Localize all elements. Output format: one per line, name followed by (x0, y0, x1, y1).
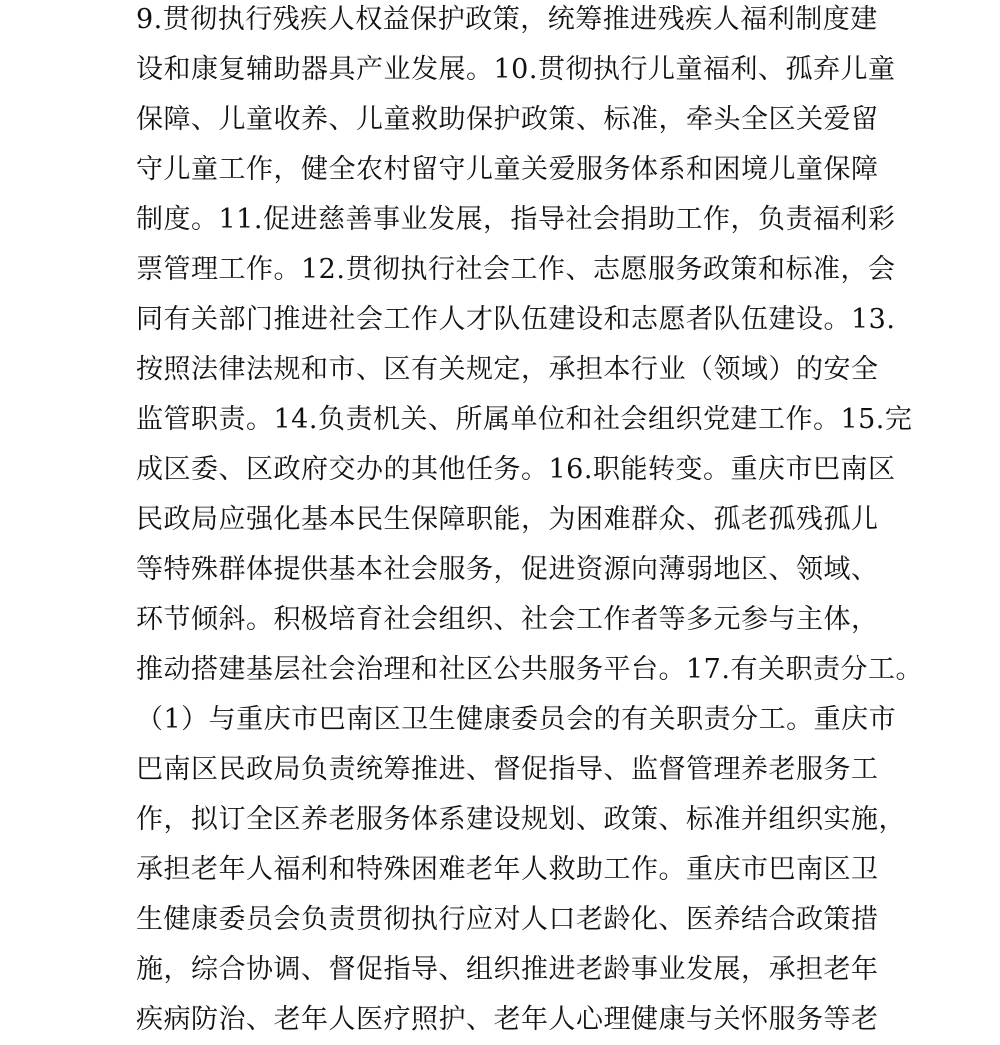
text-line: 作，拟订全区养老服务体系建设规划、政策、标准并组织实施， (136, 804, 906, 835)
text-line: 守儿童工作，健全农村留守儿童关爱服务体系和困境儿童保障 (136, 154, 879, 185)
text-line: 票管理工作。12.贯彻执行社会工作、志愿服务政策和标准，会 (136, 254, 896, 285)
text-line: 环节倾斜。积极培育社会组织、社会工作者等多元参与主体， (136, 604, 879, 635)
text-line: 按照法律法规和市、区有关规定，承担本行业（领域）的安全 (136, 354, 879, 385)
text-line: 民政局应强化基本民生保障职能，为困难群众、孤老孤残孤儿 (136, 504, 879, 535)
text-line: 设和康复辅助器具产业发展。10.贯彻执行儿童福利、孤弃儿童 (136, 54, 896, 85)
text-line: 保障、儿童收养、儿童救助保护政策、标准，牵头全区关爱留 (136, 104, 879, 135)
text-line: 监管职责。14.负责机关、所属单位和社会组织党建工作。15.完 (136, 404, 913, 435)
text-line: 推动搭建基层社会治理和社区公共服务平台。17.有关职责分工。 (136, 654, 923, 685)
text-line: 疾病防治、老年人医疗照护、老年人心理健康与关怀服务等老 (136, 1004, 879, 1035)
text-line: 施，综合协调、督促指导、组织推进老龄事业发展，承担老年 (136, 954, 879, 985)
text-line: （1）与重庆市巴南区卫生健康委员会的有关职责分工。重庆市 (136, 704, 897, 735)
text-line: 巴南区民政局负责统筹推进、督促指导、监督管理养老服务工 (136, 754, 879, 785)
text-line: 生健康委员会负责贯彻执行应对人口老龄化、医养结合政策措 (136, 904, 879, 935)
text-line: 制度。11.促进慈善事业发展，指导社会捐助工作，负责福利彩 (136, 204, 896, 235)
text-line: 承担老年人福利和特殊困难老年人救助工作。重庆市巴南区卫 (136, 854, 879, 885)
text-line: 同有关部门推进社会工作人才队伍建设和志愿者队伍建设。13. (136, 304, 896, 335)
text-line: 成区委、区政府交办的其他任务。16.职能转变。重庆市巴南区 (136, 454, 896, 485)
text-line: 等特殊群体提供基本社会服务，促进资源向薄弱地区、领域、 (136, 554, 879, 585)
text-line: 9.贯彻执行残疾人权益保护政策，统筹推进残疾人福利制度建 (136, 4, 878, 35)
